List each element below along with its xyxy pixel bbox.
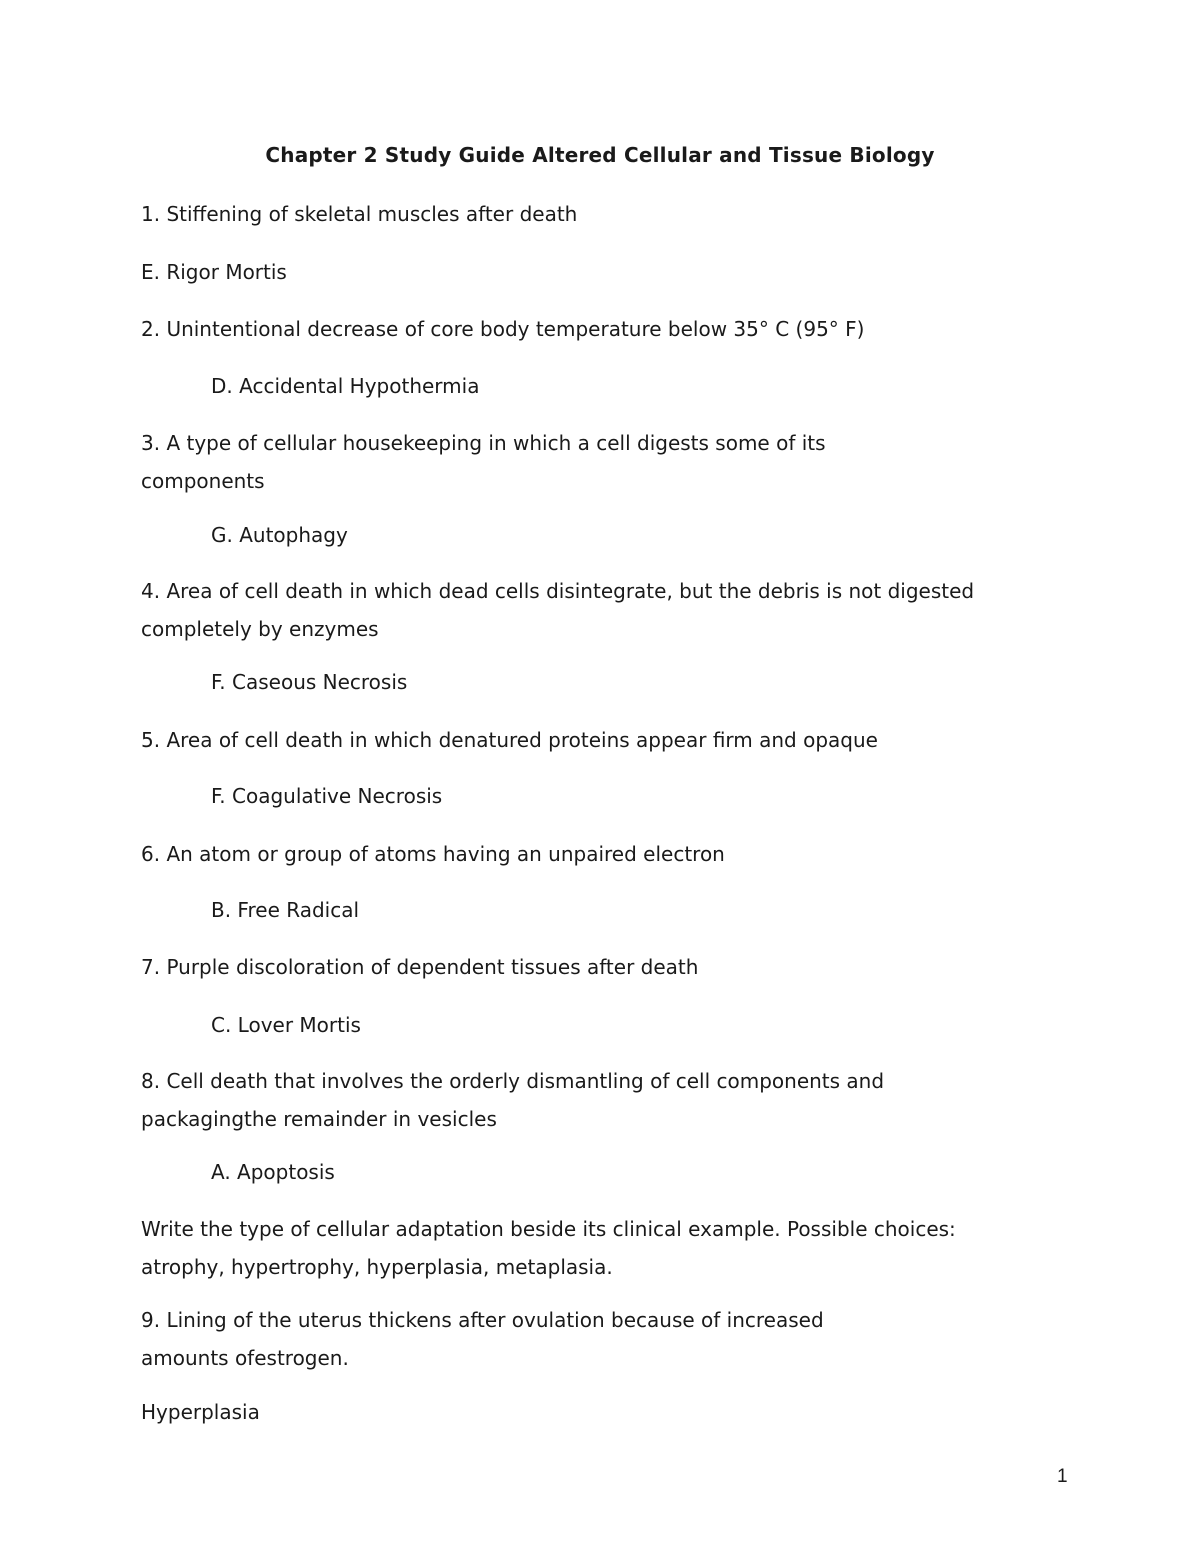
question-6: 6. An atom or group of atoms having an unpaired electron — [141, 842, 725, 866]
document-title: Chapter 2 Study Guide Altered Cellular and Tissue Biology — [265, 143, 935, 167]
question-3-line-2: components — [141, 469, 265, 493]
answer-1: E. Rigor Mortis — [141, 260, 287, 284]
page-number: 1 — [1057, 1466, 1068, 1487]
instructions-line-2: atrophy, hypertrophy, hyperplasia, metaplasia. — [141, 1255, 613, 1279]
question-7: 7. Purple discoloration of dependent tissues after death — [141, 955, 699, 979]
answer-3: G. Autophagy — [211, 523, 348, 547]
instructions-line-1: Write the type of cellular adaptation beside its clinical example. Possible choices: — [141, 1217, 956, 1241]
answer-6: B. Free Radical — [211, 898, 360, 922]
question-4-line-2: completely by enzymes — [141, 617, 379, 641]
question-2: 2. Unintentional decrease of core body temperature below 35° C (95° F) — [141, 317, 865, 341]
question-8-line-2: packagingthe remainder in vesicles — [141, 1107, 497, 1131]
question-4-line-1: 4. Area of cell death in which dead cells disintegrate, but the debris is not digested — [141, 579, 975, 603]
question-3-line-1: 3. A type of cellular housekeeping in which a cell digests some of its — [141, 431, 826, 455]
answer-2: D. Accidental Hypothermia — [211, 374, 480, 398]
answer-8: A. Apoptosis — [211, 1160, 335, 1184]
question-1: 1. Stiffening of skeletal muscles after death — [141, 202, 578, 226]
question-8-line-1: 8. Cell death that involves the orderly dismantling of cell components and — [141, 1069, 885, 1093]
question-5: 5. Area of cell death in which denatured proteins appear firm and opaque — [141, 728, 878, 752]
question-9-line-2: amounts ofestrogen. — [141, 1346, 349, 1370]
question-9-line-1: 9. Lining of the uterus thickens after ovulation because of increased — [141, 1308, 824, 1332]
answer-5: F. Coagulative Necrosis — [211, 784, 443, 808]
answer-4: F. Caseous Necrosis — [211, 670, 408, 694]
answer-7: C. Lover Mortis — [211, 1013, 361, 1037]
answer-9: Hyperplasia — [141, 1400, 260, 1424]
